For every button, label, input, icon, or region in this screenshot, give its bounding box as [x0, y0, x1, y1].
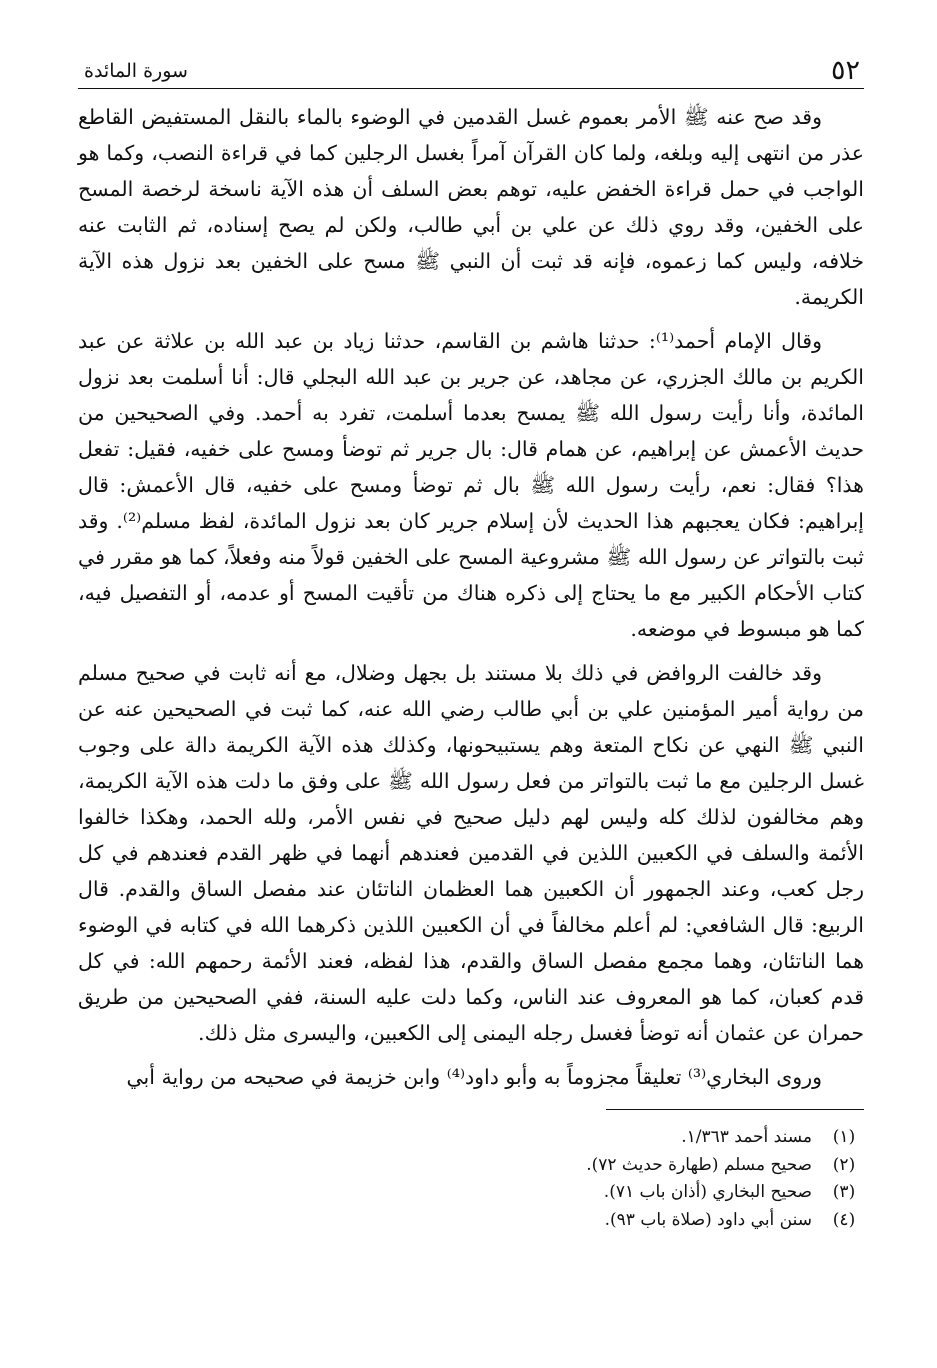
footnote-text: سنن أبي داود (صلاة باب ٩٣).: [604, 1209, 812, 1230]
paragraph: وروى البخاري⁽³⁾ تعليقاً مجزوماً به وأبو داود⁽⁴⁾ وابن خزيمة في صحيحه من رواية أبي: [126, 1065, 822, 1089]
main-text: [78, 99, 864, 1095]
page-header: [78, 52, 864, 89]
footnote-number: (٤): [832, 1209, 856, 1230]
paragraph: وقد خالفت الروافض في ذلك بلا مستند بل بجهل وضلال، مع أنه ثابت في صحيح مسلم من رواية أمير المؤمنين علي بن أبي طالب رضي الله عنه، كما ثبت في الصحيحين عنه عن النبي ﷺ النهي عن نكاح المتعة وهم يستبيحونها، وكذلك هذه الآية الكريمة دالة على وجوب غسل الرجلين مع ما ثبت بالتواتر من فعل رسول الله ﷺ على وفق ما دلت هذه الآية الكريمة، وهم مخالفون لذلك كله وليس لهم دليل صحيح في نفس الأمر، ولله الحمد، وهكذا خالفوا الأئمة والسلف في الكعبين اللذين في القدمين فعندهم أنهما في ظهر القدم فعندهم في كل رجل كعب، وعند الجمهور أن الكعبين هما العظمان الناتئان عند مفصل الساق والقدم. قال الربيع: قال الشافعي: لم أعلم مخالفاً في أن الكعبين اللذين ذكرهما الله في كتابه في الوضوء هما الناتئان، وهما مجمع مفصل الساق والقدم، هذا لفظه، فعند الأئمة رحمهم الله: في كل قدم كعبان، كما هو المعروف عند الناس، وكما دلت عليه السنة، ففي الصحيحين من طريق حمران عن عثمان أنه توضأ فغسل رجله اليمنى إلى الكعبين، واليسرى مثل ذلك.: [78, 661, 864, 1045]
footnote-divider: [606, 1109, 864, 1110]
paragraph: وقد صح عنه ﷺ الأمر بعموم غسل القدمين في الوضوء بالماء بالنقل المستفيض القاطع عذر من انتهى إليه وبلغه، ولما كان القرآن آمراً بغسل الرجلين كما في قراءة النصب، وكما هو الواجب في حمل قراءة الخفض عليه، توهم بعض السلف أن هذه الآية ناسخة لرخصة المسح على الخفين، وقد روي ذلك عن علي بن أبي طالب، ولكن لم يصح إسناده، ثم الثابت عنه خلافه، وليس كما زعموه، فإنه قد ثبت أن النبي ﷺ مسح على الخفين بعد نزول هذه الآية الكريمة.: [78, 105, 864, 309]
book-page: [78, 52, 864, 1234]
paragraph: وقال الإمام أحمد⁽¹⁾: حدثنا هاشم بن القاسم، حدثنا زياد بن عبد الله بن علاثة عن عبد الكريم بن مالك الجزري، عن مجاهد، عن جرير بن عبد الله البجلي قال: أنا أسلمت بعد نزول المائدة، وأنا رأيت رسول الله ﷺ يمسح بعدما أسلمت، تفرد به أحمد. وفي الصحيحين من حديث الأعمش عن إبراهيم، عن همام قال: بال جرير ثم توضأ ومسح على خفيه، فقيل: تفعل هذا؟ فقال: نعم، رأيت رسول الله ﷺ بال ثم توضأ ومسح على خفيه، قال الأعمش: قال إبراهيم: فكان يعجبهم هذا الحديث لأن إسلام جرير كان بعد نزول المائدة، لفظ مسلم⁽²⁾. وقد ثبت بالتواتر عن رسول الله ﷺ مشروعية المسح على الخفين قولاً منه وفعلاً، كما هو مقرر في كتاب الأحكام الكبير مع ما يحتاج إلى ذكره هناك من تأقيت المسح أو عدمه، أو التفصيل فيه، كما هو مبسوط في موضعه.: [78, 329, 864, 641]
footnote-item: [78, 1152, 864, 1180]
footnote-text: صحيح مسلم (طهارة حديث ٧٢).: [586, 1154, 812, 1175]
page-number: ٥٢: [830, 55, 860, 86]
footnote-text: صحيح البخاري (أذان باب ٧١).: [603, 1182, 812, 1202]
footnote-number: (٢): [832, 1154, 856, 1175]
footnote-item: [78, 1124, 864, 1152]
footnote-number: (٣): [832, 1182, 856, 1202]
footnote-item: [78, 1179, 864, 1207]
footnote-number: (١): [832, 1127, 856, 1147]
running-title: سورة المائدة: [84, 60, 188, 82]
footnote-item: [78, 1207, 864, 1235]
footnote-text: مسند أحمد ١/٣٦٣.: [681, 1127, 812, 1147]
footnotes: [78, 1124, 864, 1234]
